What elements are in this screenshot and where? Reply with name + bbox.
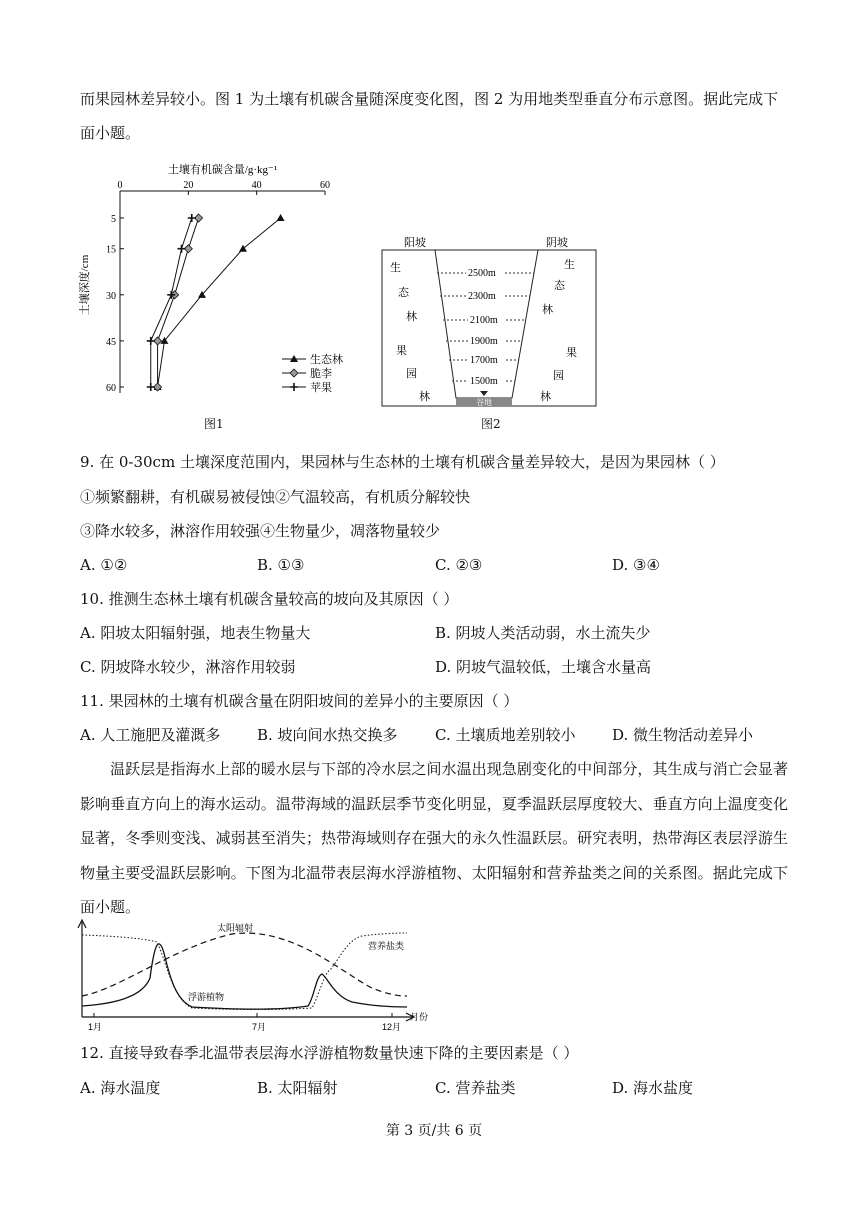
contour-2300 [440, 291, 530, 302]
sunny-slope-label: 阳坡 [404, 237, 426, 249]
land-use-diagram [378, 232, 610, 412]
q9-option-b[interactable]: B. ①③ [257, 556, 305, 574]
q12-option-d[interactable]: D. 海水盐度 [612, 1079, 694, 1097]
point-star [147, 383, 155, 391]
x-tick-jan: 1月 [88, 1022, 103, 1032]
series-solar-radiation [82, 933, 407, 996]
svg-text:1500m: 1500m [470, 376, 498, 387]
q9-option-d[interactable]: D. ③④ [612, 556, 660, 574]
reading-passage [80, 752, 788, 925]
q10-option-c[interactable]: C. 阴坡降水较少，淋溶作用较弱 [80, 658, 296, 676]
left-eco-1: 生 [390, 262, 401, 274]
q9-statements-2: ③降水较多，淋溶作用较强④生物量少，凋落物量较少 [80, 522, 441, 540]
x-tick-label: 40 [251, 180, 262, 191]
q11-option-a[interactable]: A. 人工施肥及灌溉多 [80, 726, 221, 744]
contour-1500 [452, 376, 515, 387]
q11-option-d[interactable]: D. 微生物活动差异小 [612, 726, 754, 744]
q12-option-c[interactable]: C. 营养盐类 [435, 1079, 516, 1097]
label-solar-radiation: 太阳辐射 [217, 923, 254, 933]
svg-text:1700m: 1700m [470, 355, 498, 366]
q12-stem: 12. 直接导致春季北温带表层海水浮游植物数量快速下降的主要因素是（ ） [80, 1044, 579, 1062]
figure-1 [70, 155, 370, 435]
contour-2100 [443, 315, 526, 326]
point-star [188, 214, 196, 222]
left-orchard-1: 果 [396, 345, 407, 357]
series-line-2 [151, 218, 192, 387]
q11-option-c[interactable]: C. 土壤质地差别较小 [435, 726, 576, 744]
figure-2 [378, 232, 610, 412]
right-eco-2: 态 [554, 280, 565, 292]
figure-2-caption: 图2 [481, 417, 501, 431]
point-triangle [239, 245, 247, 252]
q12-option-a[interactable]: A. 海水温度 [80, 1079, 161, 1097]
series-line-0 [158, 218, 281, 387]
legend-marker-star [290, 383, 298, 391]
q10-option-d[interactable]: D. 阴坡气温较低，土壤含水量高 [435, 658, 652, 676]
left-orchard-3: 林 [419, 391, 430, 403]
point-triangle [277, 214, 285, 221]
left-eco-2: 态 [398, 287, 409, 299]
page-footer: 第 3 页/共 6 页 [385, 1123, 483, 1139]
x-tick-jul: 7月 [252, 1022, 267, 1032]
contour-1900 [446, 336, 522, 347]
point-diamond [184, 245, 192, 253]
series-line-1 [158, 218, 199, 387]
right-orchard-2: 园 [553, 370, 564, 382]
left-eco-3: 林 [406, 311, 417, 323]
x-axis-unit: 月份 [410, 1012, 429, 1022]
right-orchard-1: 果 [566, 347, 577, 359]
q10-stem: 10. 推测生态林土壤有机碳含量较高的坡向及其原因（ ） [80, 590, 459, 608]
shady-slope-label: 阴坡 [546, 237, 568, 249]
intro-line-1: 而果园林差异较小。图 1 为土壤有机碳含量随深度变化图，图 2 为用地类型垂直分布示意图。据此完成下 [80, 90, 779, 108]
point-star [147, 337, 155, 345]
q11-stem: 11. 果园林的土壤有机碳含量在阴阳坡间的差异小的主要原因（ ） [80, 692, 519, 710]
left-orchard-2: 园 [406, 368, 417, 380]
svg-text:1900m: 1900m [470, 336, 498, 347]
q9-option-a[interactable]: A. ①② [80, 556, 128, 574]
y-tick-label: 60 [106, 383, 116, 394]
right-eco-1: 生 [564, 259, 575, 271]
svg-text:2500m: 2500m [468, 268, 496, 279]
legend-marker-diamond [290, 369, 298, 377]
svg-text:2100m: 2100m [470, 315, 498, 326]
point-diamond [195, 214, 203, 222]
figure-3 [72, 918, 442, 1038]
figure-1-caption: 图1 [204, 417, 224, 431]
label-phytoplankton: 浮游植物 [188, 992, 225, 1002]
q10-option-b[interactable]: B. 阴坡人类活动弱，水土流失少 [435, 624, 651, 642]
q11-option-b[interactable]: B. 坡向间水热交换多 [257, 726, 398, 744]
y-tick-label: 15 [106, 244, 116, 256]
x-tick-dec: 12月 [382, 1022, 402, 1032]
svg-text:2300m: 2300m [468, 291, 496, 302]
y-tick-label: 30 [106, 290, 116, 302]
label-nutrients: 营养盐类 [368, 941, 405, 951]
series-nutrients [82, 933, 407, 1010]
q12-option-b[interactable]: B. 太阳辐射 [257, 1079, 338, 1097]
contour-2500 [437, 268, 534, 279]
y-tick-label: 45 [106, 336, 116, 348]
chart-title: 土壤有机碳含量/g·kg⁻¹ [167, 164, 278, 176]
y-tick-label: 5 [111, 214, 116, 225]
legend-label-2: 苹果 [310, 382, 332, 394]
valley-marker [480, 391, 488, 396]
legend-label-1: 脆李 [310, 368, 332, 380]
plankton-chart [72, 918, 442, 1038]
x-tick-label: 60 [320, 180, 330, 191]
x-tick-label: 0 [117, 180, 123, 191]
right-orchard-3: 林 [540, 391, 551, 403]
point-diamond [154, 337, 162, 345]
q10-option-a[interactable]: A. 阳坡太阳辐射强，地表生物量大 [80, 624, 311, 642]
q9-statements-1: ①频繁翻耕，有机碳易被侵蚀②气温较高，有机质分解较快 [80, 488, 471, 506]
y-axis-label: 土壤深度/cm [79, 254, 91, 316]
legend-label-0: 生态林 [310, 354, 343, 366]
q9-stem: 9. 在 0-30cm 土壤深度范围内，果园林与生态林的土壤有机碳含量差异较大，是因为果园林（ ） [80, 453, 725, 471]
point-star [178, 245, 186, 253]
contour-1700 [449, 355, 519, 366]
intro-line-2: 面小题。 [80, 124, 141, 142]
right-eco-3: 林 [542, 304, 553, 316]
valley-label: 谷地 [476, 398, 492, 407]
q9-option-c[interactable]: C. ②③ [435, 556, 483, 574]
soil-carbon-chart [70, 155, 370, 435]
passage-text: 温跃层是指海水上部的暖水层与下部的冷水层之间水温出现急剧变化的中间部分，其生成与消亡会显著影响垂直方向上的海水运动。温带海域的温跃层季节变化明显，夏季温跃层厚度较大、垂直方向上温度变化显著，冬季则变浅、减弱甚至消失；热带海域则存在强大的永久性温跃层。研究表明，热带海区表层浮游生物量主要受温跃层影响。下图为北温带表层海水浮游植物、太阳辐射和营养盐类之间的关系图。据此完成下面小题。 [80, 760, 788, 916]
x-tick-label: 20 [183, 180, 194, 191]
